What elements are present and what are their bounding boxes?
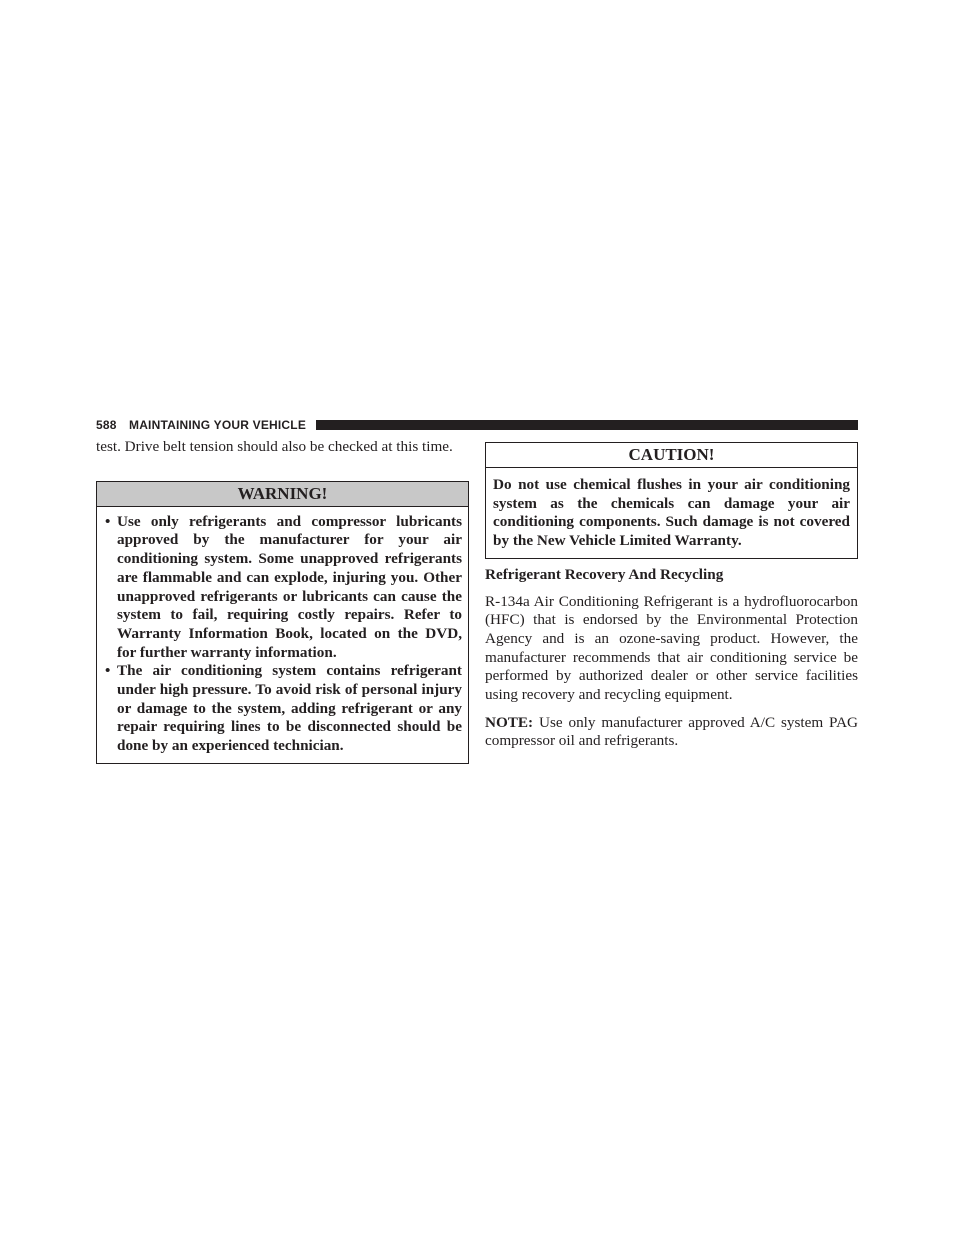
page-header <box>96 418 858 432</box>
subheading: Refrigerant Recovery And Recycling <box>485 565 724 583</box>
bullet-icon: • <box>105 662 111 680</box>
caution-body: Do not use chemical flushes in your air conditioning system as the chemicals can damage your air conditioning components. Such damage is not covered by the New Vehicle Limited Warranty. <box>493 476 850 550</box>
warning-box <box>96 481 469 764</box>
warning-bullet-text: The air conditioning system contains refrigerant under high pressure. To avoid risk of personal injury or damage to the system, adding refrigerant or any repair requiring lines to be disconnected should be done by an experienced technician. <box>117 662 462 755</box>
note-paragraph <box>485 714 858 751</box>
warning-bullet-text: Use only refrigerants and compressor lubricants approved by the manufacturer for your air conditioning system. Some unapproved refrigerants are flammable and can explode, injuring you. Other unapproved refrigerants or lubricants can cause the system to fail, requiring costly repairs. Refer to Warranty Information Book, located on the DVD, for further warranty information. <box>117 512 462 661</box>
warning-body <box>97 507 468 763</box>
left-column <box>96 438 469 764</box>
section-title: MAINTAINING YOUR VEHICLE <box>129 418 307 432</box>
bullet-icon: • <box>105 512 111 530</box>
body-paragraph: R-134a Air Conditioning Refrigerant is a hydrofluorocarbon (HFC) that is endorsed by the Environmental Protection Agency and is an ozone-saving product. However, the manufacturer recommends that air conditioning service be performed by authorized dealer or other service facilities using recovery and recycling equipment. <box>485 592 858 704</box>
caution-title: CAUTION! <box>486 443 857 468</box>
warning-bullet <box>103 662 462 756</box>
warning-title: WARNING! <box>97 482 468 507</box>
page-number: 588 <box>96 418 117 432</box>
intro-paragraph: test. Drive belt tension should also be checked at this time. <box>96 438 453 455</box>
header-rule <box>316 420 858 430</box>
note-label: NOTE: <box>485 713 534 731</box>
caution-box <box>485 442 858 559</box>
note-text: Use only manufacturer approved A/C system PAG compressor oil and refrigerants. <box>485 713 859 750</box>
right-column <box>485 438 858 751</box>
warning-bullet <box>103 513 462 663</box>
